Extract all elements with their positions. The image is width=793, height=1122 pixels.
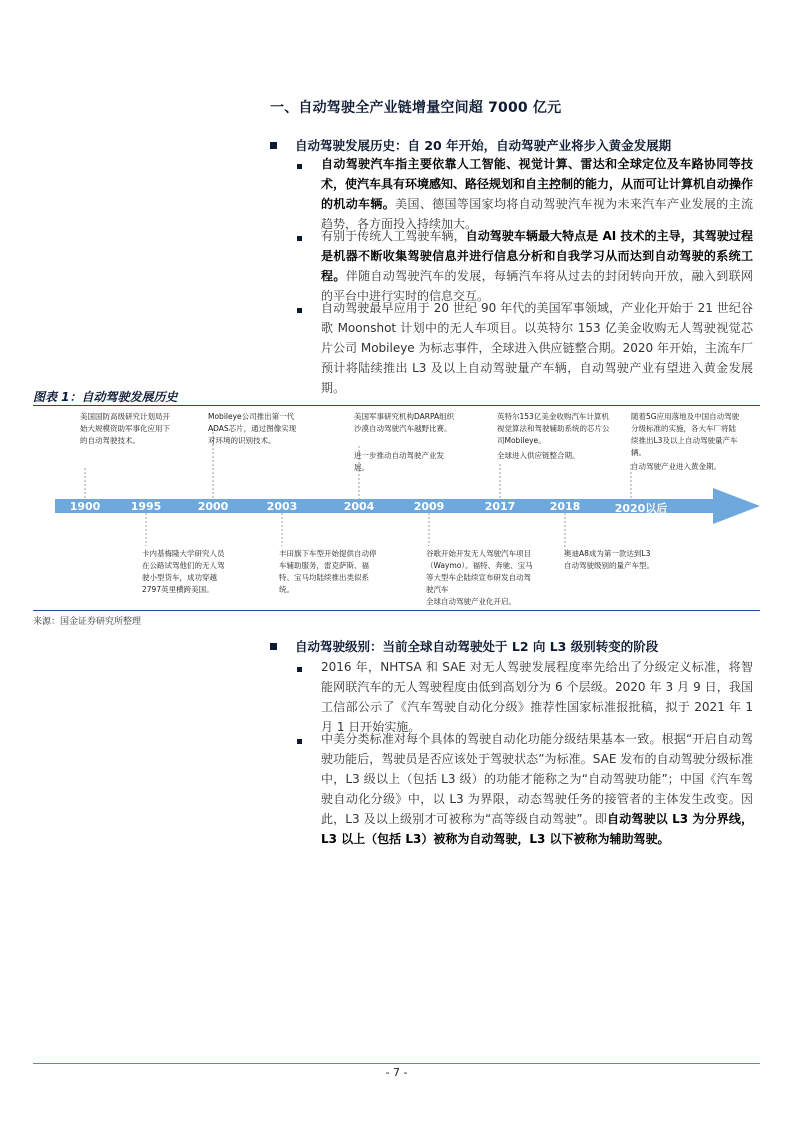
timeline-note-1900: 美国国防高级研究计划局开始大规模资助军事化应用下的自动驾驶技术。	[80, 412, 170, 445]
footer-rule	[33, 1063, 760, 1064]
figure-title: 图表 1：自动驾驶发展历史	[33, 390, 178, 404]
section1-paragraph-3: 自动驾驶最早应用于 20 世纪 90 年代的美国军事领域，产业化开始于 21 世纪谷歌 Moonshot 计划中的无人车项目。以英特尔 153 亿美金收购无人驾驶视觉芯片公司 Mobileye 为标志事件，全球进入供应链整合期。2020 年开始，主流车厂预计将陆续推出 L3 及以上自动驾驶量产车辆，自动驾驶产业有望进入黄金发展期。	[321, 301, 753, 395]
year-label: 2000	[197, 500, 229, 513]
p1-bold: 自动驾驶汽车指主要依靠人工智能、视觉计算、雷达和全球定位及车路协同等技术，使汽车具有环境感知、路径规划和自主控制的能力，从而可让计算机自动操作的机动车辆。	[321, 157, 754, 211]
section1-title	[270, 136, 671, 154]
timeline-note-1995: 卡内基梅隆大学研究人员在公路试驾他们的无人驾驶小型货车，成功穿越2797英里横跨美国。	[142, 549, 225, 594]
timeline-note-2004a: 美国军事研究机构DARPA组织沙漠自动驾驶汽车越野比赛。	[354, 412, 455, 433]
figure-bottom-rule	[33, 610, 760, 611]
year-label: 2009	[413, 500, 445, 513]
section2-title	[270, 637, 658, 655]
timeline-note-2020a: 随着5G应用落地及中国自动驾驶分级标准的实施，各大车厂将陆续推出L3及以上自动驾驶量产车辆。	[631, 412, 740, 457]
bullet-icon	[297, 667, 305, 675]
section2-paragraph-2	[321, 729, 753, 849]
section1-paragraph-1	[321, 154, 753, 234]
section1-paragraph-2	[321, 226, 753, 306]
bullet-icon	[297, 164, 305, 172]
bullet-icon	[297, 308, 305, 316]
square-bullet-icon	[270, 643, 277, 650]
year-label: 2020以后	[614, 502, 668, 515]
year-label: 1995	[130, 500, 162, 513]
s2p2-rest: 中美分类标准对每个具体的驾驶自动化功能分级结果基本一致。根据“开启自动驾驶功能后，驾驶员是否应该处于驾驶状态”为标准。SAE 发布的自动驾驶分级标准中，L3 级以上（包括 L3 级）的功能才能称之为“自动驾驶功能”；中国《汽车驾驶自动化分级》中，以 L3 为界限，动态驾驶任务的接管者的主体发生改变。因此，L3 及以上级别才可被称为“高等级自动驾驶”。即	[321, 732, 753, 826]
section1-title-text: 自动驾驶发展历史：自 20 年开始，自动驾驶产业将步入黄金发展期	[295, 138, 672, 153]
p1-rest: 美国、德国等国家均将自动驾驶汽车视为未来汽车产业发展的主流趋势，各方面投入持续加大。	[321, 197, 753, 231]
bullet-icon	[297, 236, 305, 244]
timeline-note-2000: Mobileye公司推出第一代ADAS芯片，通过图像实现对环境的识别技术。	[208, 412, 297, 445]
p2-rest: 伴随自动驾驶汽车的发展，每辆汽车将从过去的封闭转向开放，融入到联网的平台中进行实时的信息交互。	[321, 269, 753, 303]
timeline-note-2017a: 英特尔153亿美金收购汽车计算机视觉算法和驾驶辅助系统的芯片公司Mobileye。	[497, 412, 610, 445]
timeline-note-2018: 奥迪A8成为第一款达到L3自动驾驶级别的量产车型。	[564, 549, 654, 570]
year-label: 2003	[266, 500, 298, 513]
timeline-note-2003: 丰田旗下车型开始提供自动停车辅助服务，雷克萨斯、福特、宝马均陆续推出类似系统。	[279, 549, 377, 594]
timeline-note-2009a: 谷歌开始开发无人驾驶汽车项目（Waymo）。福特、奔驰、宝马等大型车企陆续宣布研发自动驾驶汽车	[426, 549, 533, 594]
figure-source: 来源：国金证券研究所整理	[33, 617, 142, 627]
p2-bold: 自动驾驶车辆最大特点是 AI 技术的主导，其驾驶过程是机器不断收集驾驶信息并进行信息分析和自我学习从而达到自动驾驶的系统工程。	[321, 229, 753, 283]
timeline-note-2004b: 进一步推动自动驾驶产业发展。	[354, 451, 444, 472]
year-label: 2004	[343, 500, 375, 513]
year-label: 2018	[549, 500, 581, 513]
p2-lead: 有别于传统人工驾驶车辆，	[321, 229, 466, 243]
timeline-note-2009b: 全球自动驾驶产业化开启。	[426, 597, 516, 606]
section2-title-text: 自动驾驶级别：当前全球自动驾驶处于 L2 向 L3 级别转变的阶段	[295, 639, 659, 654]
section2-paragraph-1: 2016 年，NHTSA 和 SAE 对无人驾驶发展程度率先给出了分级定义标准，将智能网联汽车的无人驾驶程度由低到高划分为 6 个层级。2020 年 3 月 9 日，我国工信部公示了《汽车驾驶自动化分级》推荐性国家标准报批稿，拟于 2021 年 1 月 1 日开始实施。	[321, 660, 753, 734]
page-number: - 7 -	[385, 1066, 408, 1079]
square-bullet-icon	[270, 142, 277, 149]
timeline-note-2017b: 全球进入供应链整合期。	[497, 451, 580, 460]
s2p2-bold: 自动驾驶以 L3 为分界线，L3 以上（包括 L3）被称为自动驾驶，L3 以下被称为辅助驾驶。	[321, 812, 753, 846]
year-label: 1900	[69, 500, 101, 513]
page-heading: 一、自动驾驶全产业链增量空间超 7000 亿元	[270, 100, 562, 116]
year-label: 2017	[484, 500, 516, 513]
bullet-icon	[297, 739, 305, 747]
timeline-note-2020b: 自动驾驶产业进入黄金期。	[631, 462, 721, 471]
